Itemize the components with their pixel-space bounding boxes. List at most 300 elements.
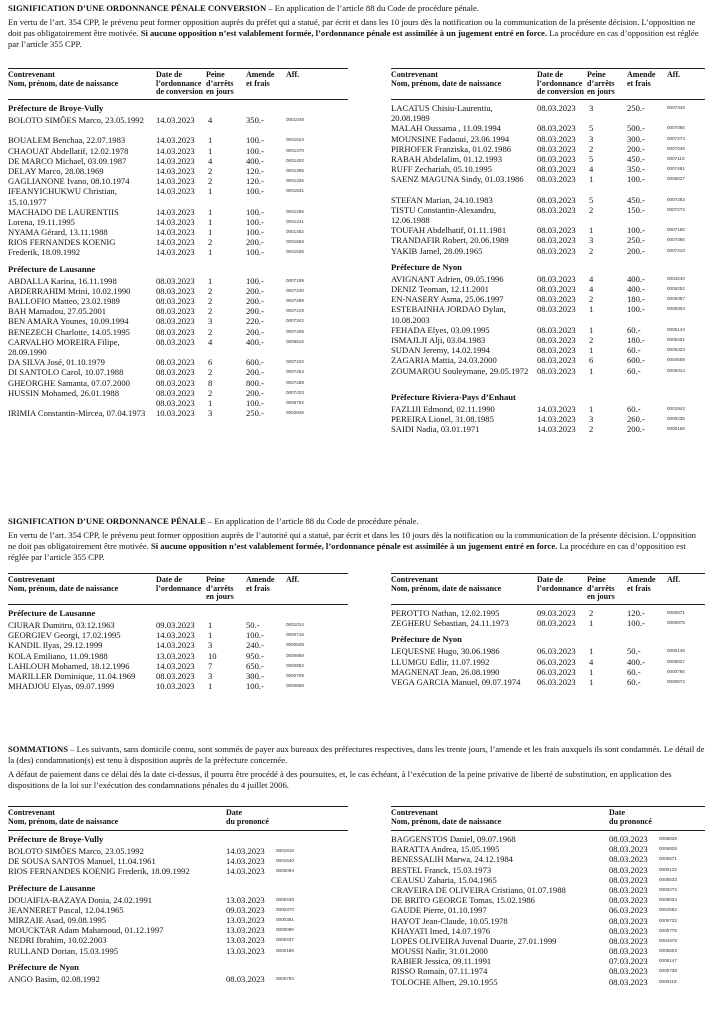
contrevenant-name: ZEGHERU Sebastian, 24.11.1973 — [391, 618, 509, 629]
date-cell: 08.03.2023 — [537, 194, 576, 205]
days-cell: 2 — [589, 294, 594, 305]
date-cell: 13.03.2023 — [226, 925, 265, 936]
table-row — [8, 388, 348, 398]
aff-cell: 0000528 — [286, 642, 304, 648]
table-row — [391, 355, 705, 365]
table-row — [391, 366, 705, 386]
section-heading-rest: – En application de l’article 88 du Code de procédure pénale. — [205, 516, 419, 526]
aff-cell: 0001335 — [286, 178, 304, 184]
table-row — [391, 225, 705, 235]
table-row — [8, 925, 348, 935]
date-cell: 08.03.2023 — [537, 103, 576, 113]
date-cell: 14.03.2023 — [156, 630, 195, 641]
prefecture-heading: Préfecture de Lausanne — [8, 263, 96, 274]
days-cell: 2 — [589, 608, 594, 618]
date-cell: 08.03.2023 — [609, 834, 648, 844]
contrevenant-name: GAGLIANONE Ivano, 08.10.1974 — [8, 176, 130, 187]
intro-text: En vertu de l’art. 354 CPP, le prévenu peut former opposition auprès de l’autorité qui a statué, par écrit et dans les 10 jours dès la notification ou la communication de la présente décision. L’opposition ne doit pas obligatoirement être motivée. — [8, 530, 696, 551]
table-header-rule — [391, 604, 705, 605]
contrevenant-name: PIRHOFER Franziska, 01.02.1986 — [391, 143, 512, 154]
days-cell: 3 — [589, 414, 594, 425]
aff-cell: 0007283 — [667, 196, 685, 202]
table-row — [391, 205, 705, 225]
amount-cell: 120.- — [246, 165, 264, 176]
days-cell: 1 — [589, 174, 594, 185]
contrevenant-name: CRAVEIRA DE OLIVEIRA Cristiano, 01.07.1988 — [391, 884, 566, 895]
date-cell: 14.03.2023 — [226, 856, 265, 867]
date-cell: 08.03.2023 — [537, 345, 576, 356]
table-row — [8, 286, 348, 296]
date-cell: 13.03.2023 — [226, 894, 265, 905]
amount-cell: 150.- — [627, 204, 645, 215]
table-row — [391, 936, 705, 946]
contrevenant-name: KANDIL Ilyas, 29.12.1999 — [8, 640, 103, 651]
date-cell: 08.03.2023 — [156, 397, 195, 408]
contrevenant-name: LEQUESNE Hugo, 30.06.1986 — [391, 646, 500, 657]
amount-cell: 200.- — [246, 367, 264, 378]
amount-cell: 250.- — [246, 408, 264, 419]
days-cell: 3 — [589, 103, 594, 113]
contrevenant-name: BOLOTO SIMÕES Marco, 23.05.1992 — [8, 846, 144, 856]
days-cell: 2 — [208, 367, 213, 378]
aff-cell: 0007433 — [286, 389, 304, 395]
contrevenant-name: BOLOTO SIMÕES Marco, 23.05.1992 — [8, 115, 144, 125]
amount-cell: 50.- — [246, 620, 260, 630]
amount-cell: 300.- — [246, 670, 264, 681]
table-row — [8, 306, 348, 316]
contrevenant-name: TOUFAH Abdelhatif, 01.11.1981 — [391, 225, 507, 236]
days-cell: 2 — [208, 165, 213, 176]
table-row — [391, 646, 705, 656]
aff-cell: 0005323 — [667, 347, 685, 353]
date-cell: 14.03.2023 — [156, 640, 195, 651]
table-row — [8, 296, 348, 306]
aff-cell: 0001663 — [286, 239, 304, 245]
days-cell: 6 — [589, 355, 594, 366]
aff-cell: 0001014 — [286, 622, 304, 627]
days-cell: 1 — [589, 365, 594, 376]
date-cell: 08.03.2023 — [609, 854, 648, 865]
amount-cell: 50.- — [627, 646, 641, 657]
days-cell: 1 — [208, 275, 213, 286]
amount-cell: 100.- — [246, 135, 264, 146]
days-cell: 5 — [589, 123, 594, 134]
table-row — [391, 926, 705, 936]
contrevenant-name: ISMAJLJI Alji, 03.04.1983 — [391, 335, 486, 345]
aff-cell: 0005776 — [659, 927, 677, 933]
aff-cell: 0001241 — [286, 218, 304, 224]
date-cell: 08.03.2023 — [537, 174, 576, 185]
contrevenant-name: CHAOUAT Abdellatif, 12.02.1978 — [8, 145, 129, 156]
date-cell: 14.03.2023 — [156, 186, 195, 197]
contrevenant-name: MOUSSI Nadir, 31.01.2000 — [391, 946, 488, 957]
days-cell: 2 — [589, 204, 594, 215]
table-row — [8, 671, 348, 681]
column-header: Date du prononcé — [226, 808, 269, 826]
date-cell: 14.03.2023 — [156, 247, 195, 258]
contrevenant-name: TOLOCHE Albert, 29.10.1955 — [391, 976, 498, 987]
intro-text-end: La procédure en cas d’opposition est réglée par l’article 355 CPP. — [8, 541, 686, 562]
contrevenant-name: TRANDAFIR Robert, 20.06.1989 — [391, 235, 509, 246]
table-row — [8, 156, 348, 166]
amount-cell: 200.- — [627, 143, 645, 154]
days-cell: 1 — [208, 135, 213, 146]
aff-cell: 0001536 — [286, 249, 304, 255]
date-cell: 08.03.2023 — [609, 915, 648, 926]
table-row — [391, 946, 705, 956]
table-row — [8, 337, 348, 357]
aff-cell: 0000975 — [667, 620, 685, 626]
contrevenant-name: Frederik, 18.09.1992 — [8, 247, 81, 258]
date-cell: 08.03.2023 — [156, 326, 195, 337]
table-row — [8, 115, 348, 135]
intro-bold: Si aucune opposition n’est valablement formée, l’ordonnance pénale est assimilée à un jugement entré en force. — [150, 541, 558, 551]
contrevenant-name: SAIDI Nadia, 03.01.1971 — [391, 424, 480, 435]
table-row — [8, 905, 348, 915]
aff-cell: 0007481 — [667, 166, 685, 172]
table-header — [391, 71, 705, 99]
amount-cell: 400.- — [627, 656, 645, 667]
date-cell: 07.03.2023 — [609, 956, 648, 967]
table-row — [391, 174, 705, 194]
table-header-rule — [8, 830, 348, 831]
contrevenant-name: RIOS FERNANDES KOENIG — [8, 237, 116, 248]
contrevenant-name: BAGGENSTOS Daniel, 09.07.1968 — [391, 834, 516, 844]
contrevenant-name: ABDALLA Karina, 16.11.1998 — [8, 275, 117, 286]
contrevenant-name: LOPES OLIVEIRA Juvenal Duarte, 27.01.1999 — [391, 935, 557, 946]
amount-cell: 60.- — [627, 324, 641, 335]
contrevenant-name: KHAYATI Imed, 14.07.1976 — [391, 925, 491, 936]
table-row — [8, 316, 348, 326]
contrevenant-name: SUDAN Jeremy, 14.02.1994 — [391, 345, 490, 356]
contrevenant-name: VEGA GARCIA Manuel, 09.07.1974 — [391, 676, 521, 687]
amount-cell: 100.- — [627, 618, 645, 629]
aff-cell: 0005144 — [667, 326, 685, 332]
column-header: Peine d’arrêts en jours — [587, 70, 615, 96]
amount-cell: 100.- — [627, 304, 645, 315]
days-cell: 10 — [208, 650, 217, 661]
amount-cell: 60.- — [627, 676, 641, 687]
contrevenant-name: HAYOT Jean-Claude, 10.05.1978 — [391, 915, 508, 926]
contrevenant-name: GHEORGHE Samanta, 07.07.2000 — [8, 377, 130, 388]
aff-cell: 0001531 — [286, 188, 304, 194]
contrevenant-name: DA SILVA José, 01.10.1979 — [8, 357, 105, 368]
aff-cell: 0005401 — [667, 337, 685, 342]
amount-cell: 250.- — [627, 235, 645, 246]
contrevenant-name: DENIZ Teoman, 12.11.2001 — [391, 284, 489, 295]
aff-cell: 0000709 — [286, 672, 304, 678]
days-cell: 3 — [589, 133, 594, 144]
column-header: Date de l’ordonnance de conversion — [537, 70, 584, 96]
table-top-rule — [391, 68, 705, 69]
date-cell: 08.03.2023 — [537, 304, 576, 315]
aff-cell: 0005826 — [659, 846, 677, 852]
amount-cell: 950.- — [246, 650, 264, 661]
column-header: Amende et frais — [246, 70, 275, 88]
column-header: Date de l’ordonnance de conversion — [156, 70, 203, 96]
contrevenant-name: LACATUS Chisiu-Laurentiu, 20.08.1989 — [391, 103, 493, 124]
table-conversion-right — [391, 68, 705, 435]
contrevenant-name: MACHADO DE LAURENTIIS — [8, 206, 119, 217]
table-row — [8, 146, 348, 156]
amount-cell: 120.- — [246, 176, 264, 187]
date-cell: 09.03.2023 — [226, 904, 265, 915]
date-cell: 08.03.2023 — [537, 273, 576, 284]
section-ordonnance-intro — [8, 516, 705, 563]
days-cell: 4 — [208, 336, 213, 347]
amount-cell: 60.- — [627, 403, 641, 414]
table-row — [391, 875, 705, 885]
table-row — [8, 866, 348, 876]
contrevenant-name: PEROTTO Nathan, 12.02.1995 — [391, 608, 500, 618]
column-header: Peine d’arrêts en jours — [587, 575, 615, 601]
column-header: Date de l’ordonnance — [537, 575, 583, 593]
aff-cell: 0000716 — [286, 632, 304, 638]
amount-cell: 100.- — [246, 216, 264, 227]
date-cell: 08.03.2023 — [537, 284, 576, 295]
aff-cell: 0005533 — [659, 876, 677, 882]
days-cell: 1 — [589, 345, 594, 356]
amount-cell: 450.- — [627, 194, 645, 205]
days-cell: 2 — [208, 306, 213, 317]
date-cell: 08.03.2023 — [156, 296, 195, 307]
date-cell: 08.03.2023 — [156, 367, 195, 378]
aff-cell: 0007060 — [667, 125, 685, 131]
contrevenant-name: FEHADA Elyes, 03.09.1995 — [391, 324, 490, 335]
aff-cell: 0001942 — [667, 405, 685, 411]
date-cell: 06.03.2023 — [537, 676, 576, 687]
table-row — [391, 424, 705, 434]
aff-cell: 0006515 — [286, 338, 304, 344]
aff-cell: 0005147 — [659, 958, 677, 964]
table-header-rule — [8, 604, 348, 605]
contrevenant-name: MAGNENAT Jean, 26.08.1990 — [391, 666, 500, 677]
table-row — [391, 834, 705, 844]
days-cell: 7 — [208, 660, 213, 671]
days-cell: 2 — [589, 143, 594, 154]
contrevenant-name: HUSSIN Mohamed, 26.01.1988 — [8, 387, 120, 398]
aff-cell: 0001470 — [286, 147, 304, 153]
aff-cell: 0004240 — [667, 275, 685, 281]
date-cell: 14.03.2023 — [156, 135, 195, 146]
contrevenant-name: RABAH Abdelalim, 01.12.1993 — [391, 153, 503, 164]
table-row — [391, 966, 705, 976]
table-row — [391, 977, 705, 987]
table-row — [391, 865, 705, 875]
aff-cell: 0001402 — [286, 157, 304, 163]
contrevenant-name: MOUNSINE Fadaoui, 23.06.1994 — [391, 133, 510, 144]
table-row — [8, 895, 348, 905]
table-top-rule — [391, 806, 705, 807]
table-sommations-right — [391, 806, 705, 987]
aff-cell: 0007419 — [286, 308, 304, 314]
section-heading-rest: – En application de l’article 88 du Code de procédure pénale. — [266, 3, 480, 13]
table-row — [8, 681, 348, 691]
table-row — [391, 154, 705, 164]
date-cell: 08.03.2023 — [156, 285, 195, 296]
aff-cell: 0000118 — [659, 978, 677, 984]
aff-cell: 0001452 — [286, 229, 304, 235]
date-cell: 13.03.2023 — [226, 914, 265, 925]
contrevenant-name: BOUALEM Benchaa, 22.07.1983 — [8, 135, 126, 146]
amount-cell: 260.- — [627, 414, 645, 425]
table-row — [8, 856, 348, 866]
days-cell: 1 — [589, 666, 594, 677]
amount-cell: 120.- — [627, 608, 645, 618]
days-cell: 8 — [208, 377, 213, 388]
aff-cell: 0004582 — [659, 907, 677, 913]
date-cell: 08.03.2023 — [226, 973, 265, 984]
days-cell: 2 — [589, 335, 594, 345]
aff-cell: 0000122 — [659, 866, 677, 872]
amount-cell: 100.- — [246, 397, 264, 408]
date-cell: 09.03.2023 — [156, 620, 195, 630]
table-row — [8, 327, 348, 337]
aff-cell: 0007240 — [286, 287, 304, 293]
days-cell: 1 — [208, 186, 213, 197]
aff-cell: 0000760 — [667, 668, 685, 674]
days-cell: 1 — [589, 618, 594, 629]
date-cell: 14.03.2023 — [156, 115, 195, 125]
contrevenant-name: BALLOFIO Matteo, 23.02.1989 — [8, 296, 120, 307]
days-cell: 2 — [589, 245, 594, 256]
prefecture-heading: Préfecture Riviera-Pays d’Enhaut — [391, 391, 516, 402]
date-cell: 08.03.2023 — [156, 316, 195, 327]
prefecture-heading: Préfecture de Lausanne — [8, 882, 96, 893]
aff-cell: 0000273 — [659, 886, 677, 892]
date-cell: 08.03.2023 — [537, 133, 576, 144]
table-row — [8, 915, 348, 925]
date-cell: 08.03.2023 — [156, 357, 195, 368]
contrevenant-name: BESTEL Franck, 15.03.1973 — [391, 864, 492, 875]
aff-cell: 0005827 — [667, 658, 685, 664]
aff-cell: 0000437 — [276, 937, 294, 943]
date-cell: 08.03.2023 — [609, 935, 648, 946]
table-row — [8, 237, 348, 247]
table-header-rule — [391, 99, 705, 100]
table-row — [391, 956, 705, 966]
column-header: Amende et frais — [627, 575, 656, 593]
contrevenant-name: JEANNERET Pascal, 12.04.1965 — [8, 904, 124, 915]
date-cell: 14.03.2023 — [156, 660, 195, 671]
contrevenant-name: YAKIB Jamel, 28.09.1965 — [391, 245, 483, 256]
days-cell: 4 — [589, 164, 594, 175]
amount-cell: 350.- — [627, 164, 645, 175]
aff-cell: 0005732 — [659, 917, 677, 923]
table-row — [391, 246, 705, 256]
date-cell: 14.03.2023 — [156, 165, 195, 176]
table-row — [8, 640, 348, 650]
aff-cell: 0000090 — [276, 927, 294, 933]
table-row — [8, 217, 348, 227]
intro-text-end: La procédure en cas d’opposition est réglée par l’article 355 CPP. — [8, 28, 699, 49]
days-cell: 1 — [589, 403, 594, 414]
table-row — [391, 294, 705, 304]
table-header — [391, 809, 705, 830]
aff-cell: 0000381 — [276, 916, 294, 922]
table-row — [8, 186, 348, 206]
table-body — [8, 834, 348, 984]
column-header: Date du prononcé — [609, 808, 652, 826]
contrevenant-name: NEDRI Ibrahim, 10.02.2003 — [8, 935, 107, 946]
date-cell: 08.03.2023 — [609, 966, 648, 977]
column-header: Aff. — [286, 575, 300, 584]
date-cell: 08.03.2023 — [537, 245, 576, 256]
contrevenant-name: MIRZAIE Asad, 09.08.1995 — [8, 914, 107, 925]
date-cell: 08.03.2023 — [537, 618, 576, 629]
date-cell: 08.03.2023 — [156, 387, 195, 398]
days-cell: 4 — [589, 273, 594, 284]
table-row — [391, 916, 705, 926]
contrevenant-name: BEN AMARA Younes, 10.09.1994 — [8, 316, 129, 327]
contrevenant-name: LLUMGU Edlir, 11.07.1992 — [391, 656, 490, 667]
aff-cell: 0001524 — [286, 137, 304, 143]
table-row — [391, 618, 705, 628]
amount-cell: 400.- — [246, 155, 264, 166]
aff-cell: 0006627 — [667, 176, 685, 182]
date-cell: 08.03.2023 — [156, 306, 195, 317]
aff-cell: 0000859 — [286, 652, 304, 658]
prefecture-heading: Préfecture de Broye-Vully — [8, 103, 104, 113]
table-row — [8, 166, 348, 176]
aff-cell: 0005738 — [659, 968, 677, 974]
aff-cell: 0005357 — [667, 296, 685, 302]
contrevenant-name: STEFAN Marian, 24.10.1983 — [391, 194, 493, 205]
contrevenant-name: ZAGARIA Mattia, 24.03.2000 — [391, 355, 497, 366]
date-cell: 06.03.2023 — [537, 666, 576, 677]
amount-cell: 200.- — [627, 424, 645, 435]
days-cell: 3 — [208, 408, 213, 419]
days-cell: 3 — [208, 670, 213, 681]
aff-cell: 0000438 — [276, 896, 294, 902]
aff-cell: 0007410 — [667, 247, 685, 253]
table-row — [391, 608, 705, 618]
days-cell: 1 — [589, 225, 594, 236]
date-cell: 14.03.2023 — [156, 216, 195, 227]
date-cell: 08.03.2023 — [537, 123, 576, 134]
amount-cell: 350.- — [246, 115, 264, 125]
amount-cell: 100.- — [246, 227, 264, 238]
days-cell: 2 — [208, 176, 213, 187]
contrevenant-name: ESTEBAINHA JORDAO Dylan, 10.08.2003 — [391, 304, 506, 325]
column-header: Contrevenant Nom, prénom, date de naissance — [391, 70, 502, 88]
date-cell: 08.03.2023 — [156, 670, 195, 681]
contrevenant-name: DE MARCO Michael, 03.09.1987 — [8, 155, 127, 166]
date-cell: 10.03.2023 — [156, 408, 195, 419]
aff-cell: 0005252 — [667, 286, 685, 292]
days-cell: 2 — [208, 296, 213, 307]
date-cell: 08.03.2023 — [156, 275, 195, 286]
prefecture-heading: Préfecture de Nyon — [391, 634, 462, 645]
aff-cell: 0005794 — [276, 975, 294, 981]
aff-cell: 0007102 — [286, 359, 304, 365]
contrevenant-name: CEAUSU Zaharia, 15.04.1965 — [391, 874, 497, 885]
aff-cell: 0000156 — [667, 426, 685, 432]
amount-cell: 250.- — [627, 103, 645, 113]
days-cell: 1 — [208, 630, 213, 641]
date-cell: 13.03.2023 — [226, 945, 265, 956]
contrevenant-name: DE SOUSA SANTOS Manuel, 11.04.1961 — [8, 856, 156, 867]
contrevenant-name: IFEANYICHUKWU Christian, 15.10.1977 — [8, 186, 117, 207]
days-cell: 1 — [208, 247, 213, 258]
column-header: Amende et frais — [627, 70, 656, 88]
date-cell: 08.03.2023 — [537, 294, 576, 305]
date-cell: 08.03.2023 — [537, 153, 576, 164]
table-top-rule — [8, 573, 348, 574]
table-row — [8, 620, 348, 630]
amount-cell: 100.- — [246, 145, 264, 156]
table-body — [391, 834, 705, 987]
